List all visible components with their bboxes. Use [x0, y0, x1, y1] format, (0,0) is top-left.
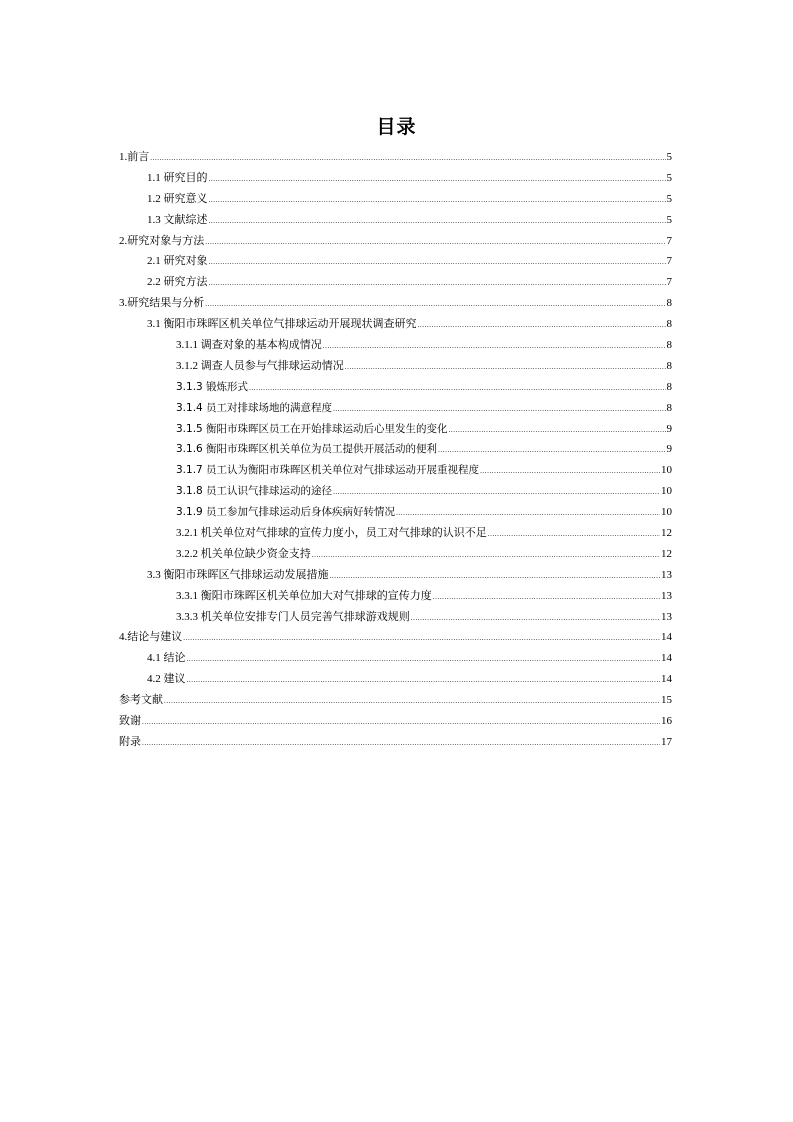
toc-entry-label: 3.1.1 调查对象的基本构成情况 — [176, 339, 322, 352]
toc-dot-leader — [209, 211, 666, 232]
toc-entry[interactable] — [119, 523, 672, 544]
toc-entry-label: 3.1.6 衡阳市珠晖区机关单位为员工提供开展活动的便利 — [176, 443, 438, 456]
toc-entry[interactable] — [119, 293, 672, 314]
toc-entry-label: 3.1.9 员工参加气排球运动后身体疾病好转情况 — [176, 506, 396, 519]
toc-dot-leader — [249, 378, 665, 399]
toc-entry-label: 3.3 衡阳市珠晖区气排球运动发展措施 — [147, 568, 329, 581]
toc-entry-page-number: 13 — [661, 589, 672, 602]
toc-dot-leader — [209, 190, 666, 211]
toc-dot-leader — [330, 566, 661, 587]
toc-dot-leader — [418, 315, 666, 336]
toc-entry-page-number: 5 — [666, 213, 672, 226]
page-title: 目录 — [376, 116, 417, 138]
toc-entry[interactable] — [119, 627, 672, 648]
toc-dot-leader — [312, 545, 660, 566]
toc-entry-page-number: 7 — [666, 255, 672, 268]
toc-dot-leader — [142, 712, 660, 733]
toc-entry[interactable] — [119, 272, 672, 293]
toc-entry-label: 1.2 研究意义 — [147, 192, 208, 205]
toc-entry-page-number: 8 — [666, 339, 672, 352]
toc-entry-label: 4.2 建议 — [147, 673, 186, 686]
toc-entry[interactable] — [119, 607, 672, 628]
toc-entry-page-number: 9 — [666, 422, 672, 435]
toc-entry-label: 3.1.5 衡阳市珠晖区员工在开始排球运动后心里发生的变化 — [176, 422, 448, 435]
toc-entry-label: 3.3.1 衡阳市珠晖区机关单位加大对气排球的宣传力度 — [176, 589, 432, 602]
toc-entry-page-number: 10 — [661, 506, 672, 519]
toc-entry-page-number: 13 — [661, 568, 672, 581]
toc-entry-page-number: 14 — [661, 673, 672, 686]
toc-entry-page-number: 8 — [666, 380, 672, 393]
toc-dot-leader — [333, 399, 665, 420]
toc-entry[interactable] — [119, 586, 672, 607]
toc-entry-label: 3.2.1 机关单位对气排球的宣传力度小，员工对气排球的认识不足 — [176, 527, 487, 540]
toc-entry[interactable] — [119, 481, 672, 502]
toc-entry[interactable] — [119, 251, 672, 272]
toc-entry-page-number: 15 — [661, 694, 672, 707]
toc-entry-page-number: 12 — [661, 527, 672, 540]
toc-dot-leader — [433, 587, 660, 608]
toc-entry-page-number: 8 — [666, 359, 672, 372]
toc-entry[interactable] — [119, 231, 672, 252]
toc-entry-page-number: 8 — [666, 297, 672, 310]
toc-entry-page-number: 16 — [661, 715, 672, 728]
toc-dot-leader — [488, 524, 660, 545]
toc-entry[interactable] — [119, 648, 672, 669]
toc-dot-leader — [205, 232, 665, 253]
toc-dot-leader — [209, 252, 666, 273]
toc-entry-label: 3.1.4 员工对排球场地的满意程度 — [176, 401, 333, 414]
toc-entry-label: 3.3.3 机关单位安排专门人员完善气排球游戏规则 — [176, 610, 410, 623]
toc-dot-leader — [345, 357, 666, 378]
toc-entry-label: 3.1.7 员工认为衡阳市珠晖区机关单位对气排球运动开展重视程度 — [176, 464, 480, 477]
toc-entry-label: 3.研究结果与分析 — [119, 297, 205, 310]
toc-entry[interactable] — [119, 565, 672, 586]
toc-dot-leader — [323, 336, 666, 357]
toc-entry-label: 致谢 — [119, 715, 141, 728]
toc-entry-label: 4.结论与建议 — [119, 631, 183, 644]
toc-dot-leader — [164, 691, 660, 712]
toc-entry-label: 2.1 研究对象 — [147, 255, 208, 268]
toc-entry[interactable] — [119, 669, 672, 690]
toc-entry-label: 2.2 研究方法 — [147, 276, 208, 289]
toc-dot-leader — [209, 169, 666, 190]
toc-entry[interactable] — [119, 711, 672, 732]
toc-entry-page-number: 5 — [666, 171, 672, 184]
toc-entry-page-number: 7 — [666, 276, 672, 289]
toc-entry[interactable] — [119, 189, 672, 210]
toc-entry[interactable] — [119, 377, 672, 398]
toc-entry-page-number: 8 — [666, 401, 672, 414]
toc-dot-leader — [449, 420, 666, 441]
toc-dot-leader — [438, 440, 665, 461]
toc-dot-leader — [150, 148, 665, 169]
toc-entry-page-number: 14 — [661, 631, 672, 644]
toc-entry-page-number: 5 — [666, 151, 672, 163]
toc-dot-leader — [396, 503, 660, 524]
toc-dot-leader — [183, 628, 660, 649]
toc-entry-page-number: 5 — [666, 192, 672, 205]
toc-dot-leader — [142, 733, 660, 754]
toc-entry[interactable] — [119, 732, 672, 753]
toc-entry-label: 1.前言 — [119, 151, 150, 163]
toc-entry-page-number: 10 — [661, 485, 672, 498]
toc-entry-page-number: 14 — [661, 652, 672, 665]
toc-entry[interactable] — [119, 335, 672, 356]
toc-dot-leader — [480, 461, 660, 482]
toc-dot-leader — [209, 273, 666, 294]
table-of-contents — [119, 147, 672, 753]
toc-entry-label: 3.1 衡阳市珠晖区机关单位气排球运动开展现状调查研究 — [147, 318, 417, 331]
toc-entry-label: 4.1 结论 — [147, 652, 186, 665]
toc-entry-page-number: 17 — [661, 735, 672, 748]
toc-entry-label: 3.1.8 员工认识气排球运动的途径 — [176, 485, 333, 498]
toc-entry-label: 附录 — [119, 735, 141, 748]
toc-dot-leader — [333, 482, 660, 503]
toc-entry-page-number: 7 — [666, 234, 672, 247]
toc-dot-leader — [411, 608, 660, 629]
toc-entry[interactable] — [119, 544, 672, 565]
toc-entry-label: 1.1 研究目的 — [147, 171, 208, 184]
toc-entry-page-number: 12 — [661, 547, 672, 560]
toc-entry[interactable] — [119, 147, 672, 168]
toc-entry-label: 1.3 文献综述 — [147, 213, 208, 226]
toc-entry-page-number: 13 — [661, 610, 672, 623]
toc-entry-label: 3.2.2 机关单位缺少资金支持 — [176, 547, 311, 560]
toc-entry-page-number: 8 — [666, 318, 672, 331]
toc-entry[interactable] — [119, 439, 672, 460]
toc-entry-page-number: 10 — [661, 464, 672, 477]
toc-entry[interactable] — [119, 398, 672, 419]
toc-entry-page-number: 9 — [666, 443, 672, 456]
toc-dot-leader — [187, 670, 661, 691]
toc-entry[interactable] — [119, 356, 672, 377]
toc-entry[interactable] — [119, 314, 672, 335]
toc-entry-label: 3.1.2 调查人员参与气排球运动情况 — [176, 359, 344, 372]
toc-entry-label: 参考文献 — [119, 694, 163, 707]
toc-entry[interactable] — [119, 168, 672, 189]
toc-dot-leader — [187, 649, 661, 670]
toc-entry[interactable] — [119, 690, 672, 711]
toc-entry[interactable] — [119, 502, 672, 523]
toc-entry[interactable] — [119, 419, 672, 440]
toc-entry-label: 3.1.3 锻炼形式 — [176, 380, 249, 393]
toc-entry-label: 2.研究对象与方法 — [119, 234, 205, 247]
toc-entry[interactable] — [119, 210, 672, 231]
toc-dot-leader — [205, 294, 665, 315]
toc-entry[interactable] — [119, 460, 672, 481]
